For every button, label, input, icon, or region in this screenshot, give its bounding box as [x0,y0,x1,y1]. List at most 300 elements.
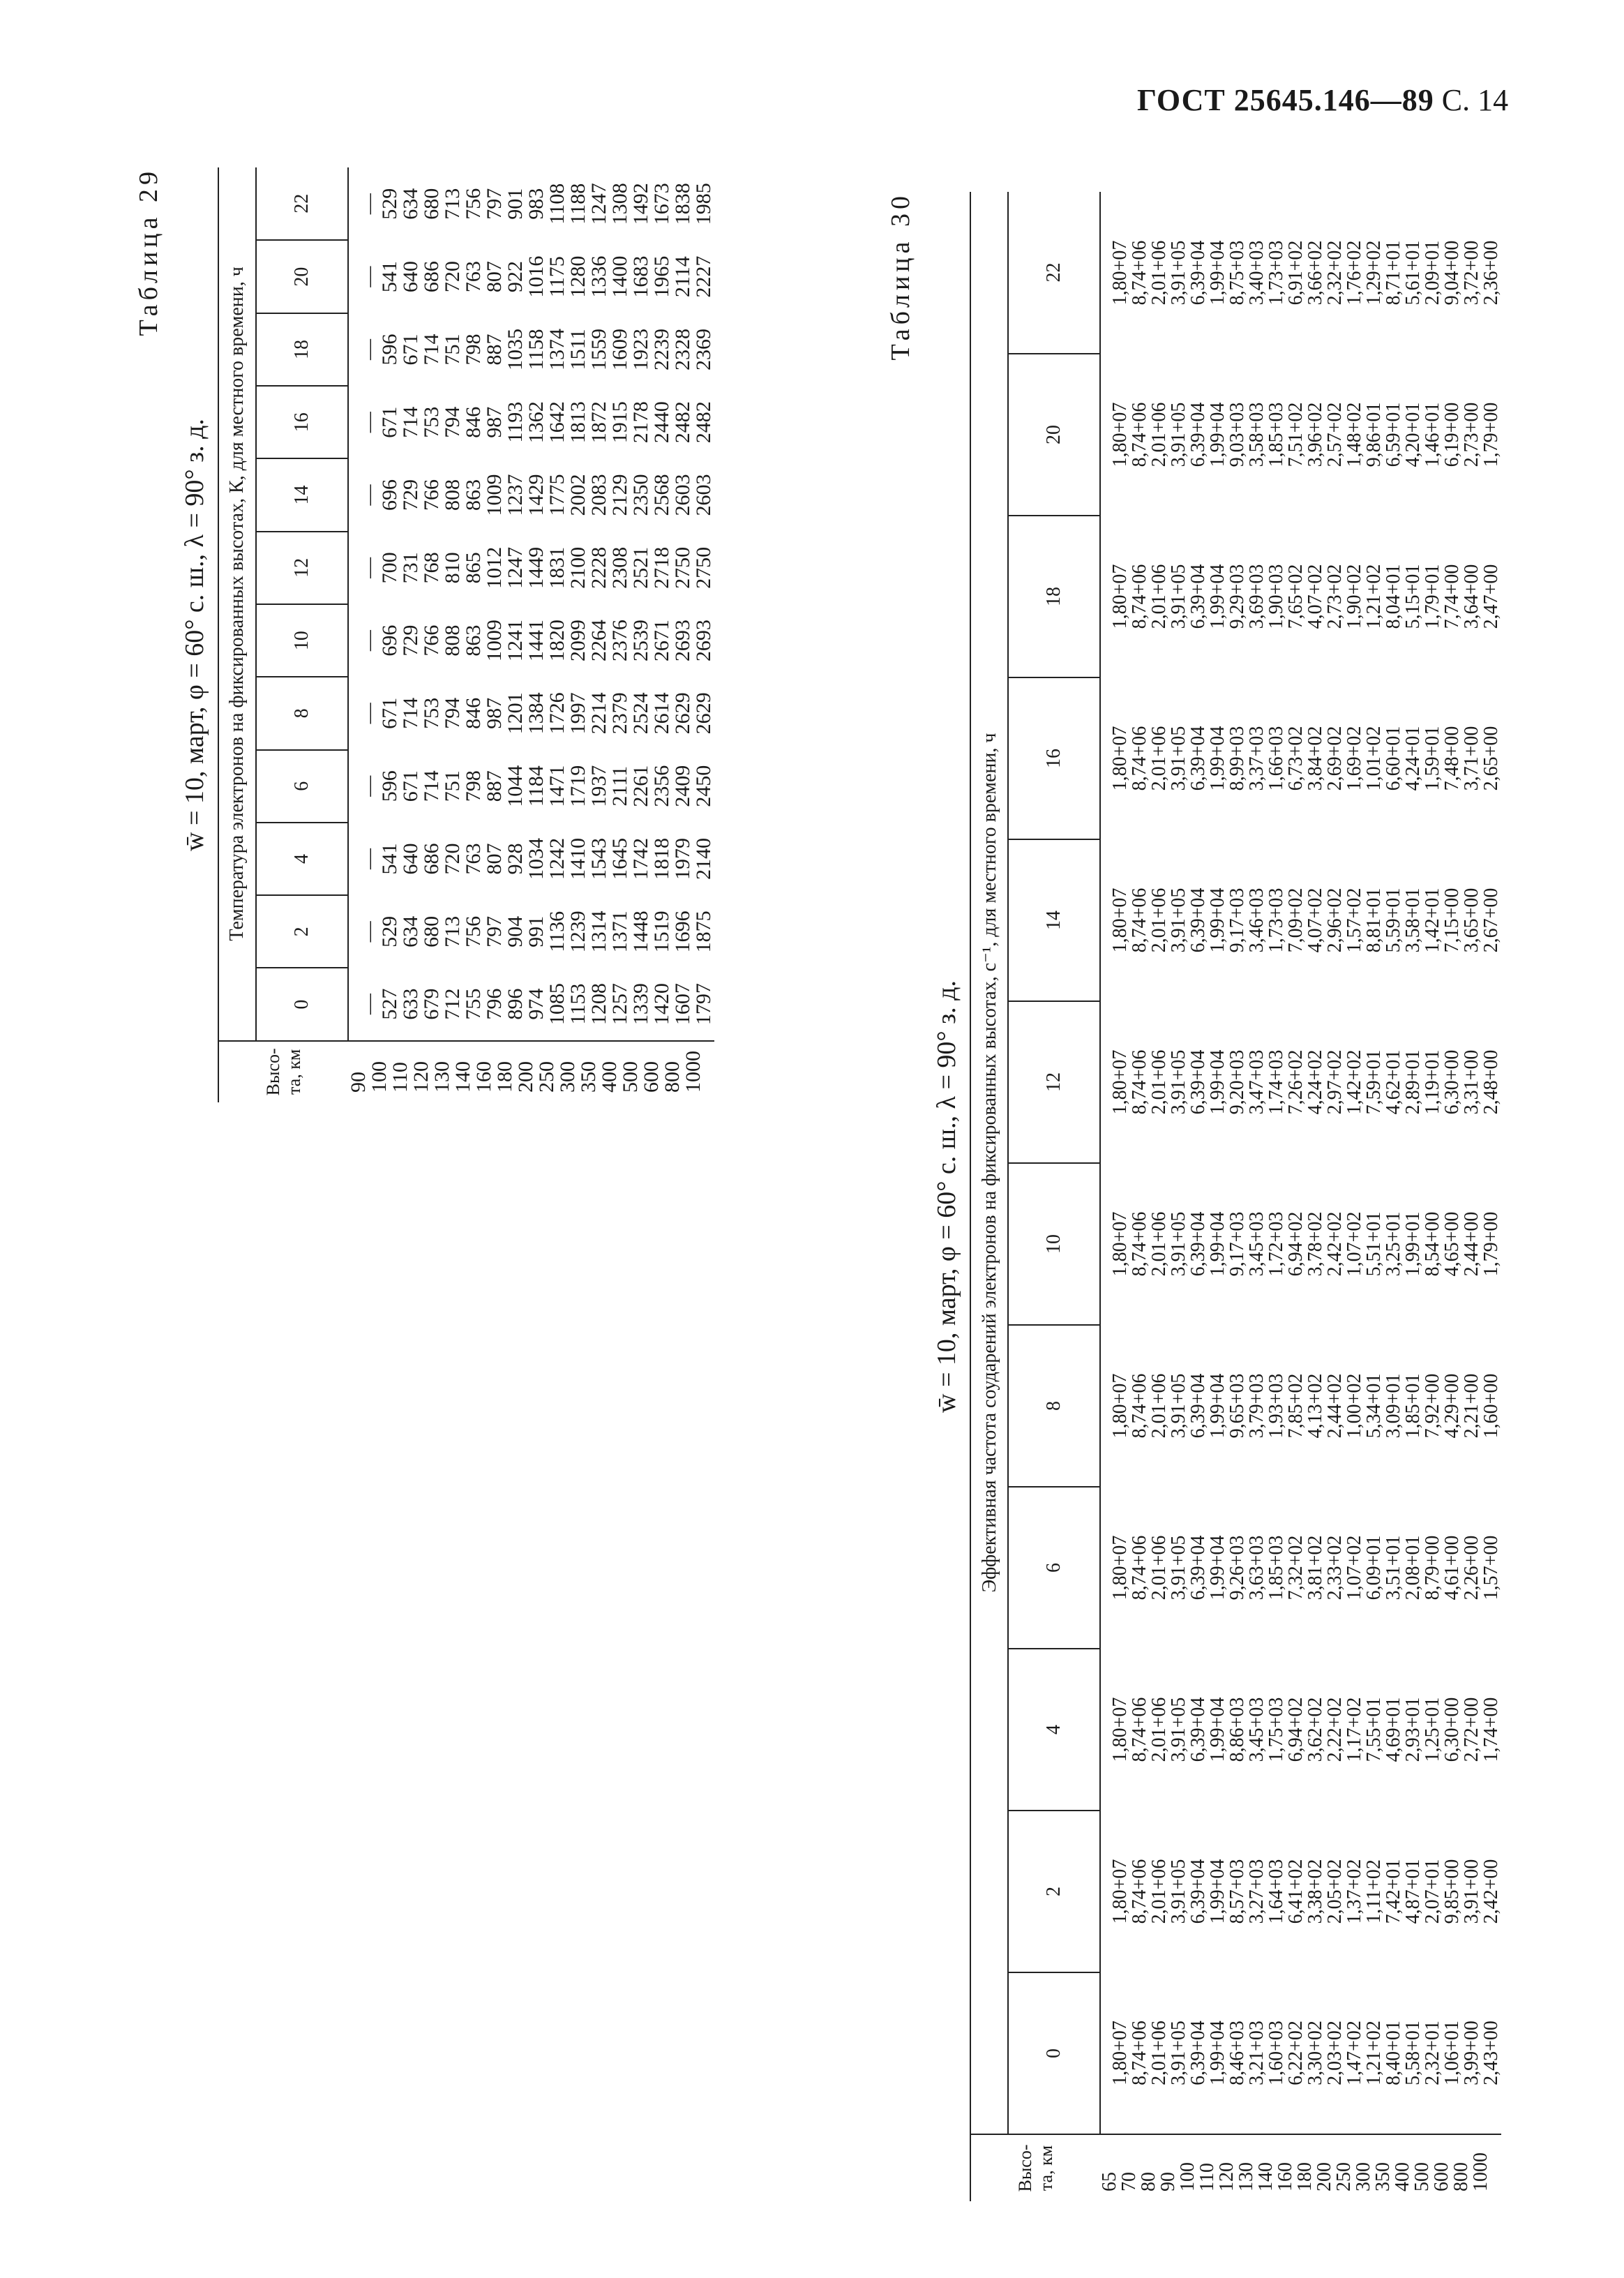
table-cell: 1875 [692,911,715,953]
table-cell: 3,37+03 [1246,726,1268,791]
table-cell: 808 [441,624,464,657]
table-cell: 865 [462,552,485,584]
table-cell: 527 [378,988,401,1020]
hour-column [348,240,714,313]
table-cell: 3,91+05 [1168,1373,1189,1439]
altitude-value: 120 [409,1061,433,1093]
table-cell: 633 [399,988,422,1020]
table-cell: 3,91+05 [1168,1049,1189,1115]
table-cell: 1,01+02 [1363,726,1385,791]
table-cell: 2,03+02 [1324,2021,1346,2085]
table-cell: 9,17+03 [1226,1211,1248,1277]
table-cell: 766 [420,624,443,657]
table-cell: 2,67+00 [1480,887,1502,953]
table-cell: 1511 [566,329,589,370]
table-cell: 1108 [546,183,569,225]
table-cell: 1642 [546,401,569,444]
altitude-value: 300 [556,1061,579,1093]
table-cell: 810 [441,552,464,584]
table-cell: 1,99+04 [1207,402,1228,467]
table-cell: 3,71+00 [1461,726,1482,791]
table-cell: 1257 [608,983,631,1026]
table-cell: 1153 [566,983,589,1025]
table-cell: 2,69+02 [1324,726,1346,791]
table-cell: 679 [420,988,443,1020]
table-cell: 1683 [629,255,652,298]
table-cell: 1034 [525,838,548,881]
table-cell: 1035 [504,328,527,370]
table-cell: 4,07+02 [1305,887,1326,953]
table-cell: 9,26+03 [1226,1535,1248,1601]
table-cell: 8,74+06 [1129,1697,1150,1762]
table-cell: 2379 [608,692,631,735]
table-cell: 9,20+03 [1226,1049,1248,1115]
table-cell: 2,73+02 [1324,564,1346,629]
hour-column [1100,192,1501,354]
hour-header: 4 [1008,1649,1100,1811]
table-cell: 2,07+01 [1422,1859,1443,1924]
table-cell: 9,29+03 [1226,564,1248,629]
table-cell: 713 [441,915,464,947]
table-cell: 671 [378,406,401,438]
altitude-value: 80 [1138,2172,1159,2191]
table-cell: 863 [462,479,485,511]
table-cell: 7,65+02 [1285,564,1307,629]
hour-header: 6 [256,750,348,823]
table-cell: 5,59+01 [1383,887,1404,953]
table-cell: 974 [525,988,548,1020]
page-number: С. 14 [1441,83,1509,117]
table-cell: 529 [378,188,401,220]
table-cell: 1,85+01 [1402,1373,1424,1439]
table-cell: 4,29+00 [1441,1373,1463,1439]
altitude-value: 140 [1255,2162,1277,2191]
table-cell: 1,42+02 [1344,1049,1365,1115]
altitude-value: 90 [1157,2172,1179,2191]
table-cell: 1,17+02 [1344,1697,1365,1762]
table-cell: 3,69+03 [1246,564,1268,629]
table-cell: 8,74+06 [1129,2021,1150,2085]
table-cell: 3,91+05 [1168,1859,1189,1924]
table-cell: 1923 [629,328,652,370]
altitude-value: 350 [1372,2162,1394,2191]
table-cell: 1,99+04 [1207,1373,1228,1439]
table-cell: 9,85+00 [1441,1859,1463,1924]
table-cell: 5,34+01 [1363,1373,1385,1439]
table-cell: 2369 [692,328,715,370]
table-cell: 3,58+01 [1402,887,1424,953]
table-cell: 3,09+01 [1383,1373,1404,1439]
hour-column [348,823,714,895]
table-cell: 798 [462,770,485,802]
altitude-value: 350 [577,1061,600,1093]
table-cell: 6,39+04 [1187,1049,1209,1115]
table-cell: 2261 [629,765,652,807]
hour-header: 0 [1008,1972,1100,2134]
table-cell: 7,15+00 [1441,887,1463,953]
table-cell: 1673 [650,183,673,225]
table-cell: 1,90+02 [1344,564,1365,629]
table-cell: 1,57+02 [1344,887,1365,953]
table-cell: 1,99+04 [1207,1859,1228,1924]
table-cell: 7,55+01 [1363,1697,1385,1762]
table-cell: 7,59+01 [1363,1049,1385,1115]
table-29-caption: w̄ = 10, март, φ = 60° с. ш., λ = 90° з. д. [180,419,209,851]
table-cell: 8,74+06 [1129,240,1150,306]
table-cell: 1184 [525,765,548,807]
table-cell: 2524 [629,692,652,735]
table-cell: 2,09+01 [1422,240,1443,306]
table-cell: 3,91+05 [1168,887,1189,953]
table-cell: 2099 [566,620,589,662]
table-cell: 1519 [650,911,673,953]
table-cell: 8,99+03 [1226,726,1248,791]
hour-header: 22 [256,167,348,240]
hour-header: 4 [256,823,348,895]
table-cell: 922 [504,261,527,293]
table-cell: 3,91+05 [1168,726,1189,791]
table-cell: 6,59+01 [1383,402,1404,467]
table-cell: 2482 [692,401,715,444]
table-cell: 887 [483,770,506,802]
table-cell: 1,73+03 [1265,240,1287,306]
table-cell: 2,72+00 [1461,1697,1482,1762]
table-cell: 6,39+04 [1187,887,1209,953]
table-cell: 2,89+01 [1402,1049,1424,1115]
table-cell: 1016 [525,255,548,298]
table-cell: 8,46+03 [1226,2021,1248,2085]
table-cell: 2264 [587,620,610,662]
altitude-value: 200 [514,1061,537,1093]
altitude-value: 180 [493,1061,516,1093]
table-cell: 4,87+01 [1402,1859,1424,1924]
table-cell: 6,94+02 [1285,1697,1307,1762]
page-header [1137,82,1508,118]
table-cell: 2,01+06 [1148,1697,1170,1762]
table-cell: 1645 [608,838,631,881]
table-cell: 2356 [650,765,673,807]
altitude-value: 1000 [1470,2152,1491,2191]
table-cell: 808 [441,479,464,511]
table-cell: 8,74+06 [1129,402,1150,467]
table-cell: 9,65+03 [1226,1373,1248,1439]
table-cell: 1136 [546,911,569,952]
hour-column [1100,1001,1501,1163]
table-cell: 1838 [671,183,694,225]
table-cell: 6,41+02 [1285,1859,1307,1924]
table-cell: 2,97+02 [1324,1049,1346,1115]
table-cell: 2111 [608,765,631,807]
hour-header: 22 [1008,192,1100,354]
table-cell: 6,30+00 [1441,1049,1463,1115]
table-cell: 1441 [525,620,548,662]
table-cell: 2,05+02 [1324,1859,1346,1924]
table-cell: 1,07+02 [1344,1211,1365,1277]
table-cell: 3,99+00 [1461,2021,1482,2085]
table-cell: 7,51+02 [1285,402,1307,467]
table-cell: 763 [462,843,485,875]
hour-header: 14 [256,458,348,531]
table-cell: 714 [420,334,443,366]
table-cell: 1,57+00 [1480,1535,1502,1601]
table-cell: 671 [399,334,422,366]
altitude-header: Высо- та, км [970,2134,1100,2201]
table-cell: 1175 [546,256,569,298]
table-cell: 2100 [566,546,589,589]
table-cell: 3,91+05 [1168,564,1189,629]
table-cell: 983 [525,188,548,220]
table-cell: 634 [399,188,422,220]
table-cell: 7,26+02 [1285,1049,1307,1115]
table-cell: 686 [420,261,443,293]
table-cell: 1237 [504,474,527,516]
table-cell: 753 [420,697,443,729]
table-cell: 5,58+01 [1402,2021,1424,2085]
table-cell: 2,32+02 [1324,240,1346,306]
table-cell: 1,80+07 [1109,1373,1131,1439]
altitude-value: 500 [619,1061,642,1093]
table-cell: 1,37+02 [1344,1859,1365,1924]
table-cell: 1,74+00 [1480,1697,1502,1762]
table-cell: 696 [378,479,401,511]
hour-header: 8 [256,677,348,749]
altitude-value: 120 [1216,2162,1238,2191]
table-cell: 1,80+07 [1109,2021,1131,2085]
table-30-label: Таблица 30 [886,192,915,361]
table-cell: 1,80+07 [1109,1535,1131,1601]
table-cell: 2228 [587,546,610,589]
table-cell: 797 [483,188,506,220]
table-cell: 1813 [566,401,589,444]
table-cell: 4,61+00 [1441,1535,1463,1601]
table-cell: 714 [420,770,443,802]
table-cell: 8,54+00 [1422,1211,1443,1277]
table-30-group-header: Эффективная частота соударений электронов на фиксированных высотах, с⁻¹, для местного времени, ч [970,192,1008,2134]
table-cell: 1872 [587,401,610,444]
table-cell: 1371 [608,911,631,953]
table-29-block [126,167,714,1102]
table-cell: 1985 [692,183,715,225]
altitude-value: 180 [1294,2162,1316,2191]
table-cell: 2239 [650,328,673,370]
table-cell: 6,19+00 [1441,402,1463,467]
table-cell: 8,74+06 [1129,887,1150,953]
table-cell: 1,80+07 [1109,564,1131,629]
table-cell: 1,80+07 [1109,1211,1131,1277]
hour-column [1100,839,1501,1001]
table-cell: 680 [420,915,443,947]
table-cell: 798 [462,334,485,366]
table-cell: 1,75+03 [1265,1697,1287,1762]
table-cell: 1,99+04 [1207,2021,1228,2085]
table-cell: 768 [420,552,443,584]
table-cell: 1,42+01 [1422,887,1443,953]
table-cell: 904 [504,915,527,947]
table-30-block [878,192,1501,2201]
hour-column [1100,677,1501,839]
table-29-body [348,167,714,1102]
table-cell: 1,93+03 [1265,1373,1287,1439]
table-cell: 5,61+01 [1402,240,1424,306]
table-cell: 1,74+03 [1265,1049,1287,1115]
table-cell: 714 [399,697,422,729]
table-cell: 1,99+04 [1207,240,1228,306]
hour-column [1100,516,1501,677]
table-cell: 640 [399,843,422,875]
table-cell: 6,73+02 [1285,726,1307,791]
table-cell: 720 [441,843,464,875]
table-cell: 846 [462,697,485,729]
table-cell: 729 [399,624,422,657]
table-cell: 2,73+00 [1461,402,1482,467]
table-cell: 8,74+06 [1129,564,1150,629]
altitude-value: 100 [1177,2162,1198,2191]
table-cell: 6,22+02 [1285,2021,1307,2085]
table-cell: 8,04+01 [1383,564,1404,629]
table-cell: 6,30+00 [1441,1697,1463,1762]
table-cell: 4,20+01 [1402,402,1424,467]
table-cell: 2629 [692,692,715,735]
table-cell: 2214 [587,692,610,735]
table-cell: 1,79+00 [1480,402,1502,467]
table-cell: 1831 [546,546,569,589]
hour-column [348,604,714,677]
table-cell: — [357,703,380,724]
table-cell: 2,48+00 [1480,1049,1502,1115]
table-cell: 4,65+00 [1441,1211,1463,1277]
hour-header: 20 [256,240,348,313]
table-cell: 671 [399,770,422,802]
table-cell: 1410 [566,838,589,881]
table-cell: 2,21+00 [1461,1373,1482,1439]
table-cell: 2,32+01 [1422,2021,1443,2085]
table-cell: 1719 [566,765,589,807]
altitude-value: 500 [1411,2162,1433,2191]
hour-header: 18 [256,313,348,386]
table-cell: 1,76+02 [1344,240,1365,306]
altitude-value: 130 [1235,2162,1257,2191]
table-cell: 1,21+02 [1363,2021,1385,2085]
table-cell: 1979 [671,838,694,881]
table-cell: 686 [420,843,443,875]
table-30-body [1100,192,1501,2201]
table-cell: 3,65+00 [1461,887,1482,953]
table-cell: 1241 [504,620,527,662]
table-cell: — [357,775,380,797]
table-cell: 7,48+00 [1441,726,1463,791]
hour-column [1100,354,1501,516]
table-cell: 4,62+01 [1383,1049,1404,1115]
hour-column [1100,1325,1501,1487]
table-cell: 6,39+04 [1187,1535,1209,1601]
table-cell: 794 [441,406,464,438]
table-cell: 1,85+03 [1265,402,1287,467]
table-29 [218,167,714,1102]
table-cell: 700 [378,552,401,584]
table-cell: 3,62+02 [1305,1697,1326,1762]
table-cell: 3,51+01 [1383,1535,1404,1601]
table-cell: 7,85+02 [1285,1373,1307,1439]
table-cell: 4,07+02 [1305,564,1326,629]
table-cell: 731 [399,552,422,584]
table-cell: 3,21+03 [1246,2021,1268,2085]
table-cell: 9,03+03 [1226,402,1248,467]
table-cell: 1543 [587,838,610,881]
table-cell: — [357,848,380,870]
table-cell: 6,09+01 [1363,1535,1385,1601]
table-cell: 4,24+01 [1402,726,1424,791]
table-cell: 1775 [546,474,569,516]
table-cell: 3,46+03 [1246,887,1268,953]
table-cell: — [357,557,380,578]
table-cell: 2,01+06 [1148,1049,1170,1115]
table-cell: 2521 [629,546,652,589]
table-cell: 3,91+05 [1168,402,1189,467]
table-cell: 3,91+05 [1168,1211,1189,1277]
altitude-value: 800 [1450,2162,1472,2191]
table-cell: 8,75+03 [1226,240,1248,306]
table-cell: 8,40+01 [1383,2021,1404,2085]
hour-column [1100,1649,1501,1811]
table-cell: 8,81+01 [1363,887,1385,953]
table-cell: 1247 [504,546,527,589]
hour-header: 0 [256,968,348,1040]
standard-number: ГОСТ 25645.146—89 [1137,83,1434,117]
altitude-value: 130 [430,1061,453,1093]
hour-column [348,458,714,531]
table-cell: 1,80+07 [1109,726,1131,791]
table-cell: 2083 [587,474,610,516]
table-cell: 1,69+02 [1344,726,1365,791]
table-cell: 3,58+03 [1246,402,1268,467]
hour-column [348,386,714,458]
table-cell: 1242 [546,838,569,881]
table-cell: 2,26+00 [1461,1535,1482,1601]
table-cell: 1,73+03 [1265,887,1287,953]
table-cell: 2750 [671,546,694,589]
table-cell: 2,01+06 [1148,1211,1170,1277]
table-cell: 756 [462,915,485,947]
table-cell: 2,57+02 [1324,402,1346,467]
table-cell: 1188 [566,183,589,225]
table-cell: 1336 [587,255,610,298]
table-cell: 1820 [546,620,569,662]
hour-header: 10 [1008,1163,1100,1325]
table-cell: 8,57+03 [1226,1859,1248,1924]
table-cell: 7,32+02 [1285,1535,1307,1601]
table-cell: 1,80+07 [1109,402,1131,467]
altitude-value: 160 [472,1061,495,1093]
table-cell: 8,74+06 [1129,1859,1150,1924]
table-cell: 3,31+00 [1461,1049,1482,1115]
table-cell: 1362 [525,401,548,444]
table-cell: 1009 [483,620,506,662]
table-cell: 2,01+06 [1148,1859,1170,1924]
table-cell: 987 [483,406,506,438]
table-cell: 7,09+02 [1285,887,1307,953]
table-cell: 1607 [671,983,694,1026]
table-cell: 2440 [650,401,673,444]
table-cell: 2,42+02 [1324,1211,1346,1277]
hour-header: 16 [1008,677,1100,839]
altitude-value: 400 [1392,2162,1413,2191]
table-cell: 1,46+01 [1422,402,1443,467]
table-cell: 756 [462,188,485,220]
table-cell: 1,64+03 [1265,1859,1287,1924]
table-cell: 9,17+03 [1226,887,1248,953]
table-cell: 1,99+01 [1402,1211,1424,1277]
table-cell: 3,38+02 [1305,1859,1326,1924]
